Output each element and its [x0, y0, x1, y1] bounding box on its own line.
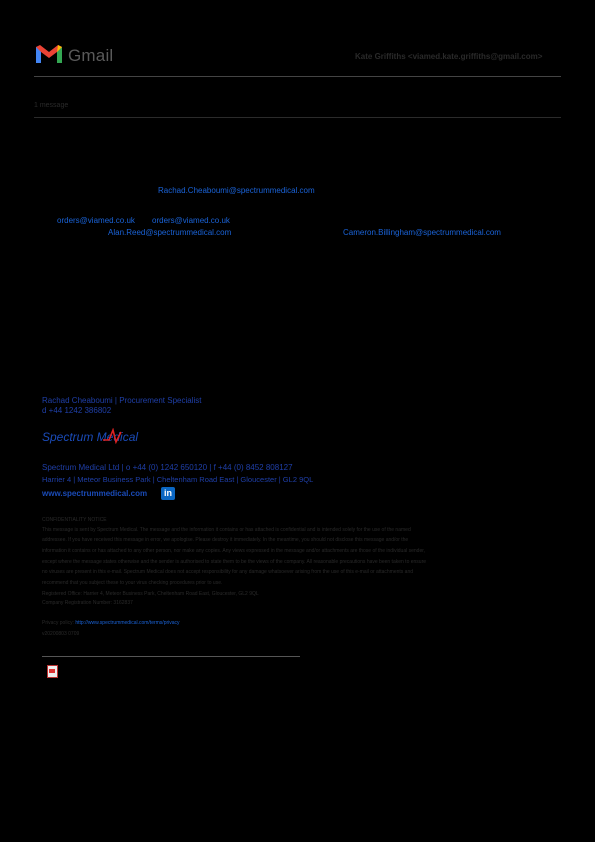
company-address-line: Harrier 4 | Meteor Business Park | Cheltenham Road East | Gloucester | GL2 9QL — [42, 475, 314, 484]
account-name: Kate Griffiths <viamed.kate.griffiths@gmail.com> — [355, 52, 543, 61]
notice-line: information it contains or has attached to any other person, nor make any copies. Any views expressed in the message and/or attachments are those of the individual sender, — [42, 548, 425, 554]
privacy-link[interactable]: http://www.spectrummedical.com/terms/privacy — [75, 620, 180, 626]
spectrum-medical-logo — [42, 430, 138, 444]
email-link-rachad[interactable]: Rachad.Cheaboumi@spectrummedical.com — [158, 186, 315, 195]
company-contact-line: Spectrum Medical Ltd | o +44 (0) 1242 650120 | f +44 (0) 8452 808127 — [42, 463, 293, 472]
signature-phone: d +44 1242 386802 — [42, 406, 112, 415]
notice-line: no viruses are present in this e-mail. Spectrum Medical does not accept responsibility for any damage whatsoever arising from the use of this e-mail or attachments and — [42, 569, 414, 575]
company-registration: Company Registration Number: 3162837 — [42, 600, 133, 606]
notice-line: recommend that you subject these to your virus checking procedures prior to use. — [42, 580, 223, 586]
gmail-m-icon — [34, 43, 64, 65]
attachments-divider — [42, 656, 300, 657]
notice-heading: CONFIDENTIALITY NOTICE — [42, 517, 107, 523]
notice-line: This message is sent by Spectrum Medical. The message and the information it contains or has attached is confidential and is intended solely for the use of the named — [42, 527, 411, 533]
notice-line: addressee. If you have received this message in error, we apologise. Please destroy it immediately. In the meantime, you should not disclose this message and/or the — [42, 537, 409, 543]
email-link-alan[interactable]: Alan.Reed@spectrummedical.com — [108, 228, 232, 237]
registered-office: Registered Office: Harrier 4, Meteor Business Park, Cheltenham Road East, Gloucester, GL2 9QL — [42, 591, 259, 597]
website-link[interactable]: www.spectrummedical.com — [42, 489, 148, 498]
privacy-label: Privacy policy: — [42, 620, 74, 626]
pdf-attachment-icon[interactable] — [47, 665, 58, 678]
pulse-mark-icon — [102, 428, 122, 444]
signature-name: Rachad Cheaboumi | Procurement Specialist — [42, 396, 202, 405]
message-count: 1 message — [34, 102, 69, 109]
gmail-wordmark: Gmail — [68, 46, 114, 65]
thread-divider — [34, 117, 561, 118]
reference-code: v20200803 0709 — [42, 631, 80, 637]
header-divider — [34, 76, 561, 77]
linkedin-icon[interactable]: in — [161, 487, 175, 500]
email-link-cameron[interactable]: Cameron.Billingham@spectrummedical.com — [343, 228, 501, 237]
email-link-orders[interactable]: orders@viamed.co.uk — [57, 216, 135, 225]
email-link-orders-2[interactable]: orders@viamed.co.uk — [152, 216, 230, 225]
notice-line: except where the message states otherwise and the sender is authorised to state them to be the views of the company. All reasonable precautions have been taken to ensure — [42, 559, 427, 565]
brand-text: Spectrum Medical — [42, 430, 139, 444]
privacy-policy — [42, 620, 180, 626]
